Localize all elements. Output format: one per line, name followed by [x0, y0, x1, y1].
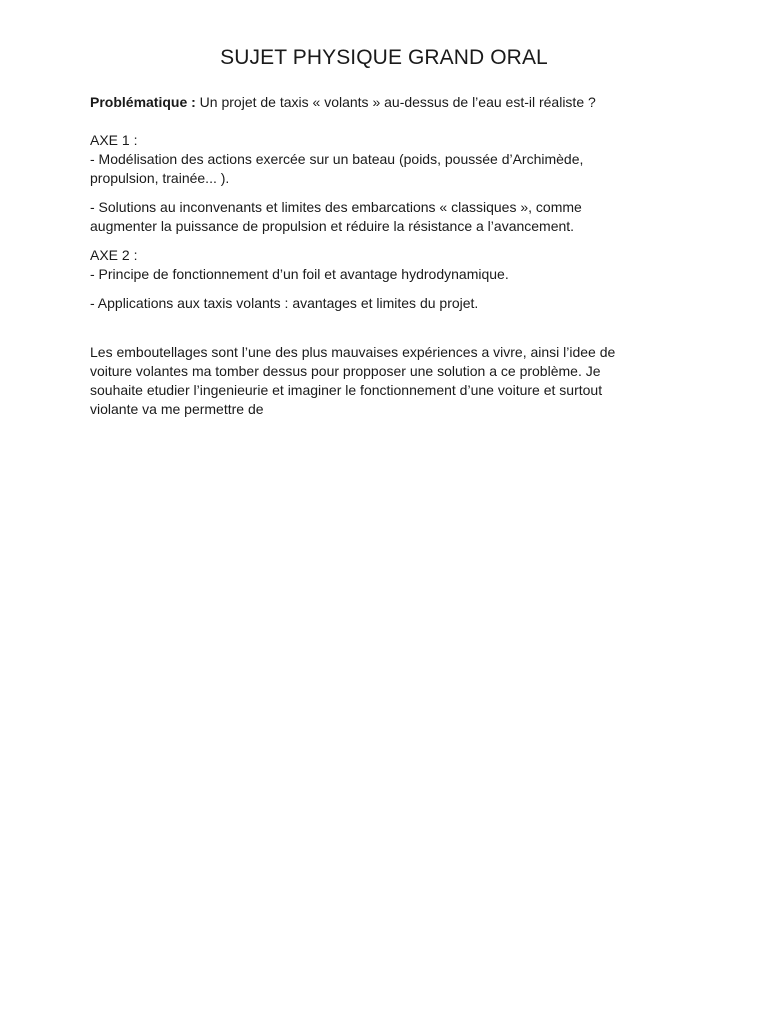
- axe2-item2: - Applications aux taxis volants : avantages et limites du projet.: [90, 295, 479, 311]
- axe1-item1-line2: propulsion, trainée... ).: [90, 170, 230, 186]
- problematique-label: Problématique :: [90, 94, 196, 110]
- paragraph-line4: violante va me permettre de: [90, 401, 264, 417]
- problematique-text: Un projet de taxis « volants » au-dessus de l’eau est-il réaliste ?: [195, 94, 596, 110]
- document-body: [90, 93, 680, 419]
- axe2-item1: - Principe de fonctionnement d’un foil et avantage hydrodynamique.: [90, 266, 509, 282]
- paragraph-line1: Les emboutellages sont l’une des plus mauvaises expériences a vivre, ainsi l’idee de: [90, 344, 616, 360]
- axe1-heading: AXE 1 :: [90, 132, 138, 148]
- axe1-item2-line1: - Solutions au inconvenants et limites des embarcations « classiques », comme: [90, 199, 582, 215]
- paragraph-line3: souhaite etudier l’ingenieurie et imaginer le fonctionnement d’une voiture et surtout: [90, 382, 603, 398]
- axe1-item1-line1: - Modélisation des actions exercée sur un bateau (poids, poussée d’Archimède,: [90, 151, 584, 167]
- paragraph-line2: voiture volantes ma tomber dessus pour propposer une solution a ce problème. Je: [90, 363, 601, 379]
- problematique-line: [90, 93, 680, 112]
- axe1-item2-line2: augmenter la puissance de propulsion et réduire la résistance a l’avancement.: [90, 218, 575, 234]
- document-title: SUJET PHYSIQUE GRAND ORAL: [220, 46, 548, 69]
- axe2-heading: AXE 2 :: [90, 247, 138, 263]
